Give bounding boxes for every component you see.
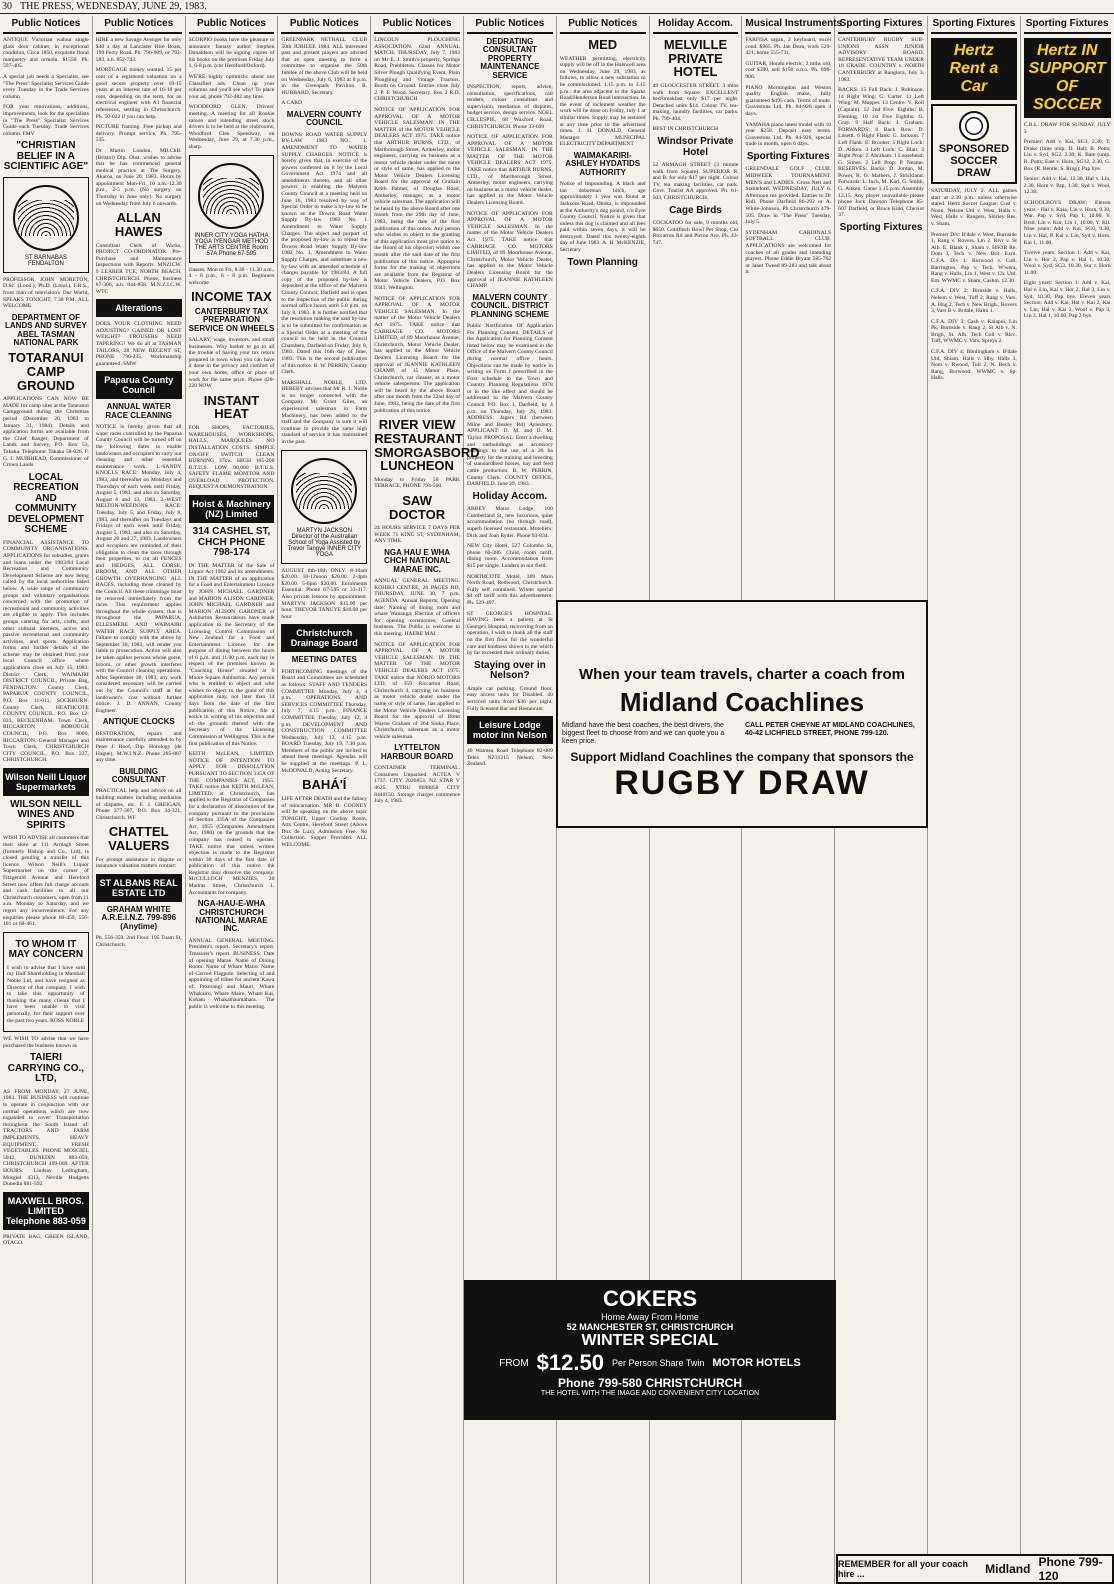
notice-heading: INCOME TAX	[191, 289, 272, 305]
column-2	[93, 16, 186, 1584]
notice-heading: ANNUAL WATER RACE CLEANING	[105, 402, 173, 420]
notice-text: SALARY, wage, investors, and small businesses. Why bother to go to all the trouble of having your tax return prepared in town when you can have it done in the privacy and comfort of your own home, office or place of work for the same price. Phone 428-220 NOW	[188, 337, 275, 390]
notice-text: BEST IN CHRISTCHURCH	[652, 126, 719, 133]
remember-brand: Midland	[985, 1562, 1031, 1576]
notice-text: NOTICE OF APPLICATION FOR APPROVAL OF A MOTOR VEHICLE SALESMAN. IN THE MATTER OF THE MOTOR VEHICLE DEALERS ACT 1975. TAKE notice that NORJO MOTORS LTD, of 359 Riccarton Road, Christchurch 4, carrying on business as motor vehicle dealer under the name or style of same, has applied to the Motor Vehicle Dealers Licensing Board for the approval of Brent Wayne Graham of 264 Sioka Place, Christchurch, salesman as a motor vehicle salesman.	[374, 641, 460, 740]
remember-coach-hire-ad	[836, 1554, 1114, 1584]
logo-caption: MARTYN JACKSON Director of the Australian School of Yoga Assisted by Trevor Tangye INNER CITY YOGA	[287, 527, 362, 558]
notice-text: SATURDAY, JULY 2. ALL games start at 2.30 p.m. unless otherwise stated. Hertz Soccer League: Cust v. Noon, Nelson Utd v. West, Halls v. West, Halls v. Rangers, Shirley Res. v. Sham.	[930, 188, 1017, 227]
cokers-foot: THE HOTEL WITH THE IMAGE AND CONVENIENT CITY LOCATION	[540, 1390, 760, 1397]
notice-heading: MELVILLE PRIVATE HOTEL	[663, 37, 728, 80]
column-4	[278, 16, 371, 1584]
notice-text: MORTGAGE money wanted. 15 per cent of a registered valuation on a good secure property over 10-15 years at an interest rate of 16-18 per cent, depending on the term, for an electrical engineer with A1 financial references, settling in Christchurch. Ph. 50-622 if you can help.	[95, 67, 182, 120]
notice-heading: NGA-HAU-E-WHA CHRISTCHURCH NATIONAL MARAE INC.	[195, 899, 268, 934]
advert-banner: MAXWELL BROS. LIMITED Telephone 883-059	[3, 1192, 89, 1230]
notice-text: Eight years: Section 1: Add v. Kai, Hal v. Lin, Kai v. Hor 2, Hal 3, Lin v. Syd, 10.30, Pap bye. Eleven years Section: Add v. Kai, Hal v. Kai 2, Kai v. Lin, Hal v. Kai 2, Wool v. Pap 3, Lin 3, Hal 1, 10.00, Pap 2 bye.	[1023, 280, 1111, 320]
notice-heading: Holiday Accom.	[472, 490, 548, 502]
notice-text: FOR SHOPS, FACTORIES, WAREHOUSES, WORKSHOPS, HALLS, MARQUEES. NO INSTALLATION COSTS. SIMPLE ON/OFF SWITCH. CLEAN BURNING 37kw. HIGH 105-200 B.T.U.S. LOW 90,000 B.T.U.S. SAFETY FLAME MONITOR AND OVERLOAD PROTECTION. REQUEST A DEMONSTRATION.	[188, 425, 275, 491]
notice-text: ABBEY Motor Lodge, 100 Cumberland St, new luxurious, quiet accommodation (no through road), superb licensed restaurant. Moteliers: Dick and Joan Ryder. Phone 93-834.	[466, 506, 553, 539]
column-heading: Holiday Accom.	[653, 16, 739, 34]
notice-text: PRACTICAL help and advice on all building matters including mediation of disputes, etc. F. J. GREIGAN, Phone 377-307, P.O. Box 34-321, Christchurch. WF	[95, 788, 182, 821]
page-number: 30	[2, 1, 12, 12]
notice-text: FINANCIAL ASSISTANCE TO COMMUNITY ORGANISATIONS. APPLICATIONS for subsidies, grants and loans under the 1983/84 Local Recreation and Community Development Scheme are now being called by the local authorities listed below. A wide range of community groups and voluntary organisations concerned with the promotion of recreational and community activities are eligible to apply. This includes groups catering for arts, crafts, and other cultural interests, active and passive recreational and community activities, and sports. Application forms and further details of the scheme may be obtained from your local Council office where applications close on July 15, 1983. District Clerk, WAIMAIRI DISTRICT COUNCIL, Private Bag, FENDALTON. County Clerk, PAPARUA COUNTY COUNCIL, P.O. Box 11-011, SOCKBURN. County Clerk, HEATHCOTE COUNTY COUNCIL, P.O. Box 12-033, BECKENHAM. Town Clerk, RICCARTON BOROUGH COUNCIL, P.O. Box 8000, RICCARTON. General Manager and Town Clerk, CHRISTCHURCH CITY COUNCIL, P.O. Box 237, CHRISTCHURCH.	[3, 539, 89, 764]
notice-text: GUITAR, Hondo electric, 2 mths old, cost $390, sell $150 o.n.o. Ph. 896-906.	[745, 60, 832, 80]
notice-heading: CANTERBURY TAX PREPARATION SERVICE ON WHEELS	[188, 306, 275, 333]
notice-text: ANNUAL GENERAL MEETING. KOHIKI CENTRE, 26 PAGES RD, THURSDAY, JUNE 30, 7 p.m. AGENDA: Annual Reports; Opening date; Naming of dining room and whare Wananga; Election of officers for opening ceremonies; General business. The Public is welcome to this meeting. HAERE MAI	[374, 578, 460, 637]
notice-heading: LYTTELTON HARBOUR BOARD	[380, 743, 454, 761]
column-1	[0, 16, 93, 1584]
cokers-phone: Phone 799-580 CHRISTCHURCH	[557, 1376, 743, 1390]
logo-caption: ST BARNABAS FENDALTON	[24, 254, 67, 267]
column-heading: Public Notices	[96, 16, 182, 34]
column-heading: Sporting Fixtures	[931, 16, 1017, 34]
column-12	[1021, 16, 1114, 1584]
notice-text: 52 ARMAGH STREET (3 minute walk from Square). SUPERIOR B. and B. for only $17 per night. Colour TV, tea making facilities, car park. Govt. Tourist AA approved. Ph. 61-503, CHRISTCHURCH.	[652, 162, 739, 202]
notice-heading: Windsor Private Hotel	[657, 136, 734, 158]
advert-banner: Hoist & Machinery (NZ) Limited	[189, 495, 275, 523]
notice-heading: TO WHOM IT MAY CONCERN	[8, 938, 84, 961]
notice-heading: MALVERN COUNTY COUNCIL	[286, 109, 362, 128]
advert-banner: ST ALBANS REAL ESTATE LTD	[96, 874, 182, 902]
midland-brand: Midland Coachlines	[619, 687, 865, 717]
notice-text: ANTIQUE Victorian walnut single glass door cabinet, in exceptional condition, Circa 1850, exquisite floral marquetry and ormolu. $1550. Ph. 597-405.	[3, 37, 89, 70]
notice-text: WOODFORD GLEN. Drivers' meeting. A meeting for all Rookie saloon and intending street stock drivers is to be held at the clubrooms, Woodford Glen Speedway, on Wednesday, June 29, at 7.30 p.m., sharp.	[188, 104, 275, 150]
notice-text: YAMAHA piano latest model with 10 year $258. Deposit easy terms. Gravestons Ltd. Ph. 84-926, special trade in month, open 6 days.	[745, 121, 832, 148]
advert-banner: Christchurch Drainage Board	[281, 624, 367, 652]
notice-heading: DEDRATING CONSULTANT PROPERTY MAINTENANCE SERVICE	[480, 37, 540, 80]
midland-body: Midland have the best coaches, the best drivers, the biggest fleet to choose from and we can quote you a keen price.	[562, 722, 725, 745]
notice-text: LIFE AFTER DEATH and the fallacy of reincarnation. MR B. COONEY will be speaking on the above topic TONIGHT. Upper Gonbay Room, Arts Centre, Hereford Street (Above Dux de Lux). Admission Free. No Collection. Supper Provided. ALL WELCOME.	[281, 795, 368, 849]
hertz-logo: Hertz IN SUPPORT OF SOCCER	[1024, 38, 1111, 118]
notice-heading: GRAHAM WHITE A.R.E.I.N.Z. 799-896 (Anytime)	[101, 904, 177, 931]
cokers-special: WINTER SPECIAL	[581, 1332, 719, 1349]
rugby-draw-title: RUGBY DRAW	[614, 764, 870, 802]
notice-text: 40 Waimea Road Telephone 82-089 Telex NZ31215 Nelson, New Zealand.	[466, 748, 553, 768]
notice-text: NOTICE OF APPLICATION FOR APPROVAL OF A MOTOR VEHICLE SALESMAN. In the matter of the Motor Vehicle Dealers Act 1975. TAKE notice that CARRIAGE CO. MOTORS LIMITED, of 89 Moorhouse Avenue, Christchurch, Motor Vehicle Dealer, has applied to the Motor Vehicle Dealers Licensing Board for the approval of JEANNIE KATHLEEN CHAMP.	[466, 210, 553, 290]
notice-heading: TAIERI CARRYING CO., LTD,	[7, 1052, 85, 1085]
notice-text: classes, Mon to Fri, 8.30 - 11.30 a.m., 4 - 6 p.m., 6 - 8 p.m. Beginners welcome	[188, 266, 275, 286]
notice-text: NOTICE is hereby given that all water races controlled by the Paparua County Council will be turned off on the following dates to enable landowners and occupiers to carry out cleaning and other essential maintenance work. 1.-SANDY KNOLLS RACE: Monday, July 4, 1983, and thereafter on Mondays and Thursdays of each week until Friday, August 5, 1983, and also on Saturday, August 6 and 13, 1983. 2.-WEST MELTON-WEEDONS RACE: Tuesday, July 5, and Friday, July 8, 1983, and thereafter on Tuesdays and Fridays of each week until Friday, August 5, 1983, and also on Saturday, August 20 and 27, 1983. Landowners and occupiers are reminded of their obligation to clean the races through their properties, to cut all FENCES and HEDGES, ALL GORSE, BROOM, AND ALL OTHER GROWTH OVERHANGING ALL RACES, including those cleaned by the Council. All these trimmings must be removed immediately from the races. This requirement applies throughout the whole system, that is throughout the PAPARUA, ELLESMERE AND WAIMAIRI WATER RACE SUPPLY AREA. Failure to comply with the above by September 30, 1983, will render you liable to prosecution. Action will also be taken against persons whose gorse, broom, or other growth interferes with the Council cleaning operations. After September 30, 1983, any work considered necessary will be carried out by the Council's staff at the landowner's cost without further notice. J. D. ANNAN, County Engineer.	[95, 424, 182, 714]
notice-text: Notice of Impounding. A black and tan doberman bitch, age approximately 1 year was found at Jacksons Road, Ohoka, is impounded at the Authority's dog pound, c/o Eyre County Council. Notice is given that unless this dog is claimed and all fees paid within seven days, it will be destroyed. Dated this twenty-eighth day of June 1983. A. H. McKENZIE, Secretary	[559, 181, 646, 254]
notice-text: NEW City Hotel, 527 Colombo St, phone 60-386. Child, room tariff, dining room. Accommodation from $15 per single. Leaders in our field.	[466, 543, 553, 570]
column-heading: Public Notices	[3, 16, 89, 34]
notice-heading: BAHÁ'Í	[302, 777, 347, 793]
logo-icon	[13, 185, 79, 251]
remember-phone: Phone 799-120	[1038, 1555, 1103, 1583]
notice-heading: RIVER VIEW RESTAURANT SMORGASBORD LUNCHEON	[374, 417, 480, 474]
notice-text: NOTICE OF APPLICATION FOR APPROVAL OF A MOTOR VEHICLE SALESMAN. IN THE MATTER OF THE MOTOR VEHICLE DEALERS ACT 1975. TAKE notice that ARTHUR BURNS, LTD., of Marlborough Street, Amberley, motor engineers, carrying on business as a motor vehicle dealer, has applied to the Motor Vehicle Dealers Licensing Board.	[466, 134, 553, 207]
notice-heading: BUILDING CONSULTANT	[111, 766, 166, 785]
notice-text: 24 HOURS SERVICE 7 DAYS PER WEEK 71 KING ST, SYDENHAM, ANY TIME.	[374, 525, 460, 545]
logo-block	[189, 155, 275, 263]
notice-text: Ample car parking. Ground floor, easy access units for Disabled. 40 serviced units from $36 per night. Fully licensed Bar and Restaurant.	[466, 685, 553, 712]
notice-text: Premier: Add v. Kai, SG3, 2.30; T. Drake (time ump. D. Hall; B. Potts; Lin v. Syd, SG2, 2.30; K. Bate (ump. R. Potts; East v. Horn, SG12, 2.30, G. Box (R. Bentle, S. Ring); Pap bye.	[1023, 139, 1111, 172]
notice-text: INSPECTION, report, advice, consultation, specifications, call tenders, colour consultant and supervision, mediation of disputes, budget service, design service. NOEL GILLESPIE, 68 Waxford Road, CHRISTCHURCH. Phone 33-699	[466, 83, 553, 130]
notice-text: ST GEORGE'S HOSPITAL. HAVING been a patient at St George's Hospital, recovering from an operation, I wish to thank all the staff on the first floor for the wonderful care and kindness shown to me which by far exceeded their ordinary duties.	[466, 610, 553, 657]
notice-text: Dr Martin London, MB.ChB. (Bristol) Dip. Obst. wishes to advise that he has commenced general medical practice at The Surgery, Akaroa, on June 20, 1983. Hours by appointment Mon-Fri, 10 a.m.-12.30 p.m., 2-5 p.m. (No surgery on Thursday in June only). No surgery on Wednesday from July 6 onwards.	[95, 147, 182, 207]
notice-text: SCORPIO books have the pleasure to announce fantasy author Stephen Donaldson will be signing copies of his books on the premises Friday July 1, 6-8 p.m. (cnr Hereford/Oxford).	[188, 37, 275, 70]
notice-heading: MEETING DATES	[291, 655, 357, 665]
notice-heading: Town Planning	[567, 256, 638, 268]
notice-text: PICTURE framing. Free pickup and delivery. Prompt service. Ph. 795-535.	[95, 124, 182, 144]
notice-text: APPLICATIONS CAN NOW BE MADE for camp sites at the Totaranui Campground during the Christmas period (December 20, 1983 to January 31, 1984). Details and application forms are available from the Chief Ranger, Department of Lands and Survey, P.O. Box 53, Takaka. Telephone: Takaka 58-026. F. G. J. MUIRHEAD, Commissioner of Crown Lands	[3, 396, 89, 469]
hertz-logo: Hertz Rent a Car	[931, 38, 1017, 100]
midland-headline: When your team travels, charter a coach from	[579, 666, 905, 683]
soccer-draw-title: SPONSORED SOCCER DRAW	[938, 143, 1010, 179]
notice-text: Premier Div: B'dale v. West, Burnside 1, Rang v. Rovers, Lin 2. Rivr v. St Alb. E. Blank 1, Sham v. HSOB Re. Dom I, Tech v. New Brit. Exm. C.F.A. Div 1: Burwood v. Coll. Barrington, Pap v. Tech. W'wera, Rang v. Halls, Lin 1, West v. Ch. Utd. Ern. WWMC v. Sham, Cashm. 12.30.	[930, 231, 1017, 284]
notice-heading: Staying over in Nelson?	[474, 659, 546, 682]
notice-heading: NGA HAU E WHA CHCH NATIONAL MARAE INC.	[384, 548, 451, 574]
column-heading: Public Notices	[560, 16, 646, 34]
notice-text: WEATHER permitting, electricity supply will be off in the Halswell area on Wednesday, June 29, 1983, as follows, to allow a new substation to be commissioned. 1.15 p.m. to 3.15 p.m.: the area adjacent to the Sparks Road/Henderson Road intersection. In the event of inclement weather the work will be done on Friday, July 1 at similar times. Supply may be restored at any time prior to the advertised times. J. H. DONALD, General Manager. MUNICIPAL ELECTRICITY DEPARTMENT	[559, 55, 646, 148]
notice-text: GREENPARK NETBALL CLUB 50th JUBILEE 1984. ALL interested past and present players are advised that an open meeting to form a committee to organise the 50th Jubilee of the above Club will be held on Wednesday, July 6, 1983 at 8 p.m. in the Greenpark Pavilion. R. HUBBARD, Secretary.	[281, 37, 368, 96]
midland-contact: CALL PETER CHEYNE AT MIDLAND COACHLINES, 40-42 LICHFIELD STREET, PHONE 799-120.	[745, 722, 915, 737]
notice-text: Consultant Clerk of Works. PROJECT CO-ORDINATOR. Pre-Purchase and Maintenance Inspections with Reports. MNZICW. 9 LEARER TCE, NORTH BEACH, CHRISTCHURCH. Phone, business 87-306, a.h. 844-858. M.N.Z.I.C.W. WTC	[95, 242, 182, 295]
notice-text: FOR your renovations, additions, improvements, look for the specialists in "The Press" Specialist Services Guide each Tuesday. Trade Services column. FMV	[3, 104, 89, 137]
logo-icon	[198, 163, 264, 229]
notice-text: C.R.L. DRAW FOR SUNDAY, JULY 3	[1023, 122, 1111, 135]
notice-text: NOTICE OF APPLICATION FOR APPROVAL OF A MOTOR VEHICLE SALESMAN. IN THE MATTER of the MOTOR VEHICLE DEALERS ACT 1975. TAKE notice that ARTHUR BURNS, LTD., of Marlborough Street, Amberley, motor engineers, carrying on business as a motor vehicle dealer under the name or style of same, has applied to the Motor Vehicle Dealers Licensing Board for the approval of Graham Keith Palmer, of Douglas Road, Amberley, manager, as a motor vehicle salesman. The application will be heard by the above Board after one month from the 29th day of June, 1983, being the date of the first publication of this notice. Any person who wishes to object to the granting of this application must give notice to the Board of his objection within one month after the said date of the first publication of this notice. Approprie forms for the making of objections are available from the Registrar of Motor Vehicle Dealers, P.O. Box 9341, Wellington.	[374, 106, 460, 291]
masthead	[0, 0, 1114, 14]
paper-title: THE PRESS, WEDNESDAY, JUNE 29, 1983.	[20, 1, 207, 12]
notice-text: C.F.A. DIV 2: Birnside v. Halls, Nelson v. West, Tuff 2, Rang v. Vars. A. Hng 2, Tech v. New Brigh., Rovers 3, Vars B v. Brdale, Halm 1.	[930, 288, 1017, 315]
notice-text: For prompt assistance in dispute or insurance valuation matters contact:	[95, 856, 182, 870]
notice-text: I wish to advise that I have sold my Half Shareholding in Marshall Noble Ltd, and have resigned as Director of that company. I wish to take this opportunity of thanking the many clients that I have been unable to visit personally, for their support over the past two years. ROSS NOBLE	[7, 964, 85, 1024]
notice-text: SCHOOLBOYS DRAW: Eleven years - Hal v. Kaia, Lin v. Horn, 9.30, War, Pap v. Syd, Pap 1, 10.00, Y. Brstl. Lin v. Kur, Lin 1, 10.00, Y. Kll. Nine years: Add v. Kai, SG6, 9.30, Lin v. Hal, P. Kai v. Lin, Syd v. Horn, Kai 1, 11.00.	[1023, 199, 1111, 246]
cokers-motor: MOTOR HOTELS	[712, 1357, 801, 1369]
column-11	[928, 16, 1021, 1584]
column-heading: Musical Instruments	[745, 16, 831, 34]
notice-text: PROFESSOR JOHN MORETON, D.Sc. (Lond.), Ph.D. (Lond.), F.R.S., front man of television's Our World, SPEAKS TONIGHT, 7.30 P.M. ALL WELCOME.	[3, 276, 89, 310]
notice-text: Twelve years: Section 1: Add v. Kai, Lin v. Hor 2, Pap v. Hal 1, 10.30, Wool v. Syd, SG3, 10.30, Sur v. Horn 11.00.	[1023, 250, 1111, 276]
notice-text: FORTHCOMING meetings of the Board and Committees are scheduled as follows: STAFF AND TENDERS COMMITTEE Monday, July 4, 4 p.m. OPERATIONS AND SERVICES COMMITTEE Thursday, July 7, 4.15 p.m. FINANCE COMMITTEE Tuesday, July 12, 4 p.m. DEVELOPMENT AND CONSTRUCTION COMMITTEE Wednesday, July 13, 4.15 p.m. BOARD Tuesday, July 19, 7.30 p.m. Members of the public are invited to attend these meetings. Agendas will be supplied at the meetings. P. L. McDONALD, Acting Secretary.	[281, 668, 368, 774]
notice-text: Senior: Add v. Kai, 12.30, Hal v. Lin, 2.30, Horn v. Pap, 1.30, Syd v. Wool, 12.30.	[1023, 176, 1111, 196]
notice-heading: ANTIQUE CLOCKS	[102, 717, 175, 727]
notice-heading: TOTARANUI CAMP GROUND	[8, 350, 84, 393]
notice-text: PRIVATE BAG, GREEN ISLAND, OTAGO.	[3, 1233, 89, 1247]
cokers-price-note: Per Person Share Twin	[611, 1358, 705, 1368]
notice-text: IN THE MATTER of the Sale of Liquor Act 1962 and its amendments. IN THE MATTER of an application for a Food and Entertainment Licence by JOHN MICHAEL GARDNER and MARION ALISON GARDNER. JOHN MICHAEL GARDNER and MARION ALISON GARDNER of Ashburton Restaurateurs have made application to the Secretary of the Licensing Control Commission of New Zealand for a Food and Entertainment Licence for the purpose of dining between the hours of 6 p.m. and 11.00 p.m. each day in respect of the premises known as "Coaching House" situated at 9 Moore Square Ashburton. Any person who is entitled to object and who wishes to object to the grant of this application may, not later than 14 days from the date of the first publication of this Notice, file a notice in writing of his objection and of the grounds thereof with the Secretary of the Licensing Commission at Wellington. This is the first publication of this Notice.	[188, 562, 275, 747]
notice-text: Public Notification Of Application For Planning Consent. DETAILS of the Application for Planning Consent listed below may be examined in the Office of the Malvern County Council during normal office hours. Objections can be made by notice in writing on Form J prescribed in the First schedule to the Town and Country Planning Regulations 1978 or to the like effect and should be addressed to the Malvern County Council P.O. Box 1, Darfield, by 4 p.m. on Thursday, July 28, 1983. ADDRESS: Jagers Rd (between Milne and Bealey Rd) Aylesbury. APPLICANT: D. M. and D. M. Taylor. PROPOSAL: Erect a dwelling and outbuildings as accessory buildings to the use of a 20 ha property for the training and breeding of standardbred horses, hay and feed cattle production. B. W. PERRIN, County Clerk. COUNTY OFFICE, DARFIELD. June 29, 1983.	[466, 322, 553, 488]
notice-heading: MALVERN COUNTY COUNCIL. DISTRICT PLANNING SCHEME	[470, 292, 549, 319]
notice-heading: CHATTEL VALUERS	[108, 824, 170, 854]
notice-text: KEITH McLEAN, LIMITED. NOTICE OF INTENTION TO APPLY FOR DISSOLUTION PURSUANT TO SECTION 335A OF THE COMPANIES ACT, 1955. TAKE notice that KEITH McLEAN, LIMITED, at Christchurch, has applied to the Registrar of Companies for a declaration of dissolution of the company pursuant to the provisions of Section 335A of the Companies Act, 1955 (Companies Amendment Act, 1980) on the grounds that the company has ceased to operate. TAKE notice that unless written objection is made to the Registrar within 30 days of the first date of publication of this notice the Registrar may dissolve the company. McCULLOCH MENZIES, 20 Madras Street, Christchurch 1. Accountants for company.	[188, 751, 275, 896]
notice-heading: INSTANT HEAT	[203, 392, 260, 422]
notice-text: COCKATOO for sale, 9 months old, $650. Goldfinch Bowl Pet Shop, Cnr Riccarton Rd and Picton Ave. Ph. 43-747.	[652, 220, 739, 246]
notice-text: WISH TO ADVISE all customers that their store at 111 Armagh Street (formerly Bishop and Co., Ltd), is closed pending a transfer of this licence. Wilson Neill's Liquor Supermarket on the corner of Fitzgerald Avenue and Hereford Street now offers full charge account and cash facilities to all our Christchurch customers, open from 11 a.m. Monday to Saturday, and we regret any inconvenience. For any enquiries please phone 60-459, 556-101 or 68-461.	[3, 835, 89, 928]
column-heading: Public Notices	[374, 16, 460, 34]
notice-heading: Sporting Fixtures	[746, 150, 830, 162]
midland-support: Support Midland Coachlines the company that sponsors the	[570, 750, 914, 764]
logo-block	[281, 450, 367, 564]
soccer-ball-icon	[959, 111, 989, 141]
notice-text: BACKS: 15 Full Back: J. Robinson. 14 Right Wing: G. Carter. 11 Left Wing: M. Mapper. 13 Centre: V. Roll (Captain). 12 2nd Five: Eighths: B. Fleming. 10 1st Five Eighths: G. Gray. 9 Half Back: J. Graham. FORWARDS: 8 Back Row: D. Lusettt. 6 Right Flank: G. Jackson. 7 Left Flank: E. Brooker. 5 Right Lock: D. Aitken. 4 Left Lock: C. Blair. 3 Right Prop: J. Abraham. 1 Loosehead: G. Simes. 2 Left Prop: P. Neame. RESERVES: Backs: D. Jordan, M. Power, R. O. Mathers, J. Strickland. Forwards: L. Inch, M. Karl, G. Smith, G. Aitken. Game 1.15 p.m. Assembly 12.15. Any player unavailable please phone Jock Dawson Telephone 85-607 Darfield, or Bruce Kidd, Cheviot 37.	[838, 87, 924, 219]
notice-text: WE'RE highly optimistic about our Classified ads. Clean up your columns and you'll see why! To place your ad, phone 792-482 any time.	[188, 73, 275, 100]
notice-heading: "CHRISTIAN BELIEF IN A SCIENTIFIC AGE"	[3, 140, 89, 173]
boxed-notice	[3, 932, 89, 1032]
notice-text: CONTAINER TERMINAL. Containers Unpacked. ACTEA V 1737. CITY 2026853. NZ STAR V 4625. XTRU 8698858 CITY 8440150. Storage charges commence July 4, 1983.	[374, 765, 460, 805]
cokers-tagline: Home Away From Home	[601, 1312, 699, 1322]
column-heading: Sporting Fixtures	[1024, 16, 1111, 34]
notice-heading: WILSON NEILL WINES AND SPIRITS	[10, 798, 82, 831]
column-heading: Public Notices	[467, 16, 553, 34]
cokers-address: 52 MANCHESTER ST, CHRISTCHURCH	[566, 1322, 734, 1332]
advert-banner: Wilson Neill Liquor Supermarkets	[3, 768, 89, 796]
soccer-draw-banner	[931, 104, 1017, 184]
notice-text: C.F.A. DIV 4: Bbnlingham v. B'dale Utd, Shiam. Halls v. Hby. Halls 3, Nom v. Rwood, Tull 2, N. Bech v. Rang, Burwood. WWMC v. Sp. Halls.	[930, 349, 1017, 382]
logo-block	[3, 177, 89, 273]
notice-text: MARSHALL NOBLE, LTD. HEREBY advises that Mr R. J. Noble is no longer connected with the Company. Mr Grant Giles, an experienced salesman in Farm Machinery, has been added to the staff and the Company is sure it will continue to provide the same high standard of service it has maintained in the past.	[281, 379, 368, 446]
remember-text: REMEMBER for all your coach hire ...	[838, 1559, 969, 1579]
notice-text: NORTHCOTE Motel, 309 Main North Road, Redwood, Christchurch. Fully self contained. Winter special $4 off tariff with this advertisement. Ph. 529-497.	[466, 573, 553, 606]
notice-heading: WAIMAKARIRI-ASHLEY HYDATIDS AUTHORITY	[565, 150, 641, 177]
notice-text: DOES YOUR CLOTHING NEED ADJUSTING? GAINED OR LOST WEIGHT? TROUSERS NEED TAPERING? We do all at TASMAN TAILORS, 28 NEW REGENT ST, PHONE 796-235. Workmanship guaranteed. SMW	[95, 321, 182, 367]
notice-heading: ALLAN HAWES	[114, 210, 163, 239]
notice-heading: SAW DOCTOR	[389, 493, 446, 522]
notice-text: FARFISA organ, 2 keyboard, excel cond. $965. Ph. Jan Dean, work 529-421, home 555-731.	[745, 37, 832, 57]
advert-banner: Leisure Lodge motor inn Nelson	[467, 716, 553, 744]
notice-text: ANNUAL GENERAL MEETING. President's report. Secretary's report. Treasurer's report. BUSINESS: Date of opening Marae. Name of Dining Room. Name of Whare Maire. Name of Carved Flagpole. Selecting of and appointing of tribes for ancient Kawa of: Pekerangi and Mauri, Whare Whakairo, Whare Maire, Whare Kai, Kohatu Whakamaumahara. The public is welcome to this meeting.	[188, 937, 275, 1010]
notice-text: PIANO Morningdon and Weston quality English make, fully guaranteed $495 cash. Terms of trade. Gravestons Ltd. Ph. 84-926 open 4 days.	[745, 84, 832, 117]
logo-caption: INNER CITY YOGA HATHA YOGA IYENGAR METHOD THE ARTS CENTRE Room 57A Phone 67-595	[194, 232, 269, 257]
notice-text: HIRE a new Savage Avenger for only $40 a day at Lancaster Hire Boats, 199 Ferry Road. Ph. 796-909, or 792-583, a.h. 852-743.	[95, 37, 182, 63]
notice-heading: 314 CASHEL ST, CHCH PHONE 798-174	[192, 526, 271, 559]
midland-coachlines-ad	[556, 600, 928, 828]
notice-text: DOWNS ROAD WATER SUPPLY BY-LAW 1983 NO. 1. AMENDMENT TO WATER SUPPLY CHARGES. NOTICE is hereby given that, in exercise of the powers conferred on it by the Local Government Act 1974 and all amendments thereto, and all other powers it enabling the Malvern County Council at a meeting held on June 16, 1983 resolved by way of Special Order to make a by-law to be known as the Downs Road Water Supply By-law 1983 No. 1 Amendment to Water Supply Charges. The object and purport of the proposed by-law is to repeal the Downs Road Water Supply By-law 1982 No. 1, Amendment to Water Supply Charges, and substitute a new by-law with an amended schedule of charges payable for 1983/84. A full copy of the proposed by-law is deposited at the office of the Malvern County Council, Darfield and is open to the inspection of the public during normal office hours until 5.0 p.m. on July 8, 1983. It is further notified that the resolution making the said by-law is to be submitted for confirmation as a Special Order at a meeting of the council to be held in the Council Chambers, Darfield on Friday, July 8, 1983. Dated this 16th day of June, 1983. This is the second publication of this notice. B. W. PERRIN, County Clerk.	[281, 131, 368, 376]
advert-banner: Alterations	[96, 299, 182, 317]
notice-text: RESTORATION, repairs and maintenance carefully attended to by Peter J. Roof, Dip. Horology (de Hague), M.W.I.N.Z. Phone 285-887 any time.	[95, 730, 182, 764]
notice-text: NOTICE OF APPLICATION FOR APPROVAL OF A MOTOR VEHICLE SALESMAN. In the matter of the Motor Vehicle Dealers Act 1975. TAKE notice that CARRIAGE CO. MOTORS LIMITED, of 89 Moorhouse Avenue, Christchurch, Motor Vehicle Dealer, has applied to the Motor Vehicle Dealers Licensing Board for the approval of JEANNIE KATHLEEN CHAMP, of 15 Manor Place, Christchurch, car cleaner, as a motor vehicle salesperson. The application will be heard by the above Board after one month from the 22nd day of June, 1983, being the date of the first publication of this notice.	[374, 295, 460, 414]
notice-text: LINCOLN PLOUGHING ASSOCIATION. 62nd ANNUAL MATCH. THURSDAY, July 7, 1983 on Mr E. J. Smith's property, Springs Road, Prebbleton. Classes for Motor Silver Plough Qualifying Event, Plain Ploughing and Vintage Tractors. Booth on Ground. Entries close July 2. P. F. Wood, Secretary. Box 2 R.D. CHRISTCHURCH	[374, 37, 460, 103]
column-5	[371, 16, 480, 1584]
column-heading: Sporting Fixtures	[838, 16, 924, 34]
notice-text: A special job needs a Specialist, see "The Press" Specialist Services Guide every Tuesday in the Trade Services column.	[3, 73, 89, 100]
cokers-ad	[464, 1280, 836, 1420]
notice-text: Monday to Friday 50 PARK TERRACE, PHONE 794-560.	[374, 476, 460, 490]
notice-text: 49 GLOUCESTER STREET. 3 mins walk from Square. EXCELLENT bed/breakfast only $17 per night. Detached units $14. Colour TV, tea-making, laundry facilities, car parks. Ph. 799-404.	[652, 82, 739, 122]
notice-heading: Cage Birds	[669, 204, 722, 216]
cokers-from: FROM	[499, 1357, 529, 1369]
notice-text: Ph. 556-359. 2nd Floor. 195 Tuam St, Christchurch.	[95, 935, 182, 948]
notice-text: SYDENHAM CARDINALS SOFTBALL CLUB. APPLICATIONS are welcomed for coaches of all grades and intending players. Phone Eddie Bryant 585-762 or Janet Tweed 89-283 and talk about it.	[745, 229, 832, 276]
logo-icon	[291, 458, 357, 524]
notice-heading: Sporting Fixtures	[839, 222, 923, 234]
notice-heading: LOCAL RECREATION AND COMMUNITY DEVELOPMENT SCHEME	[7, 471, 84, 536]
notice-text: CANTERBURY RUGBY SUB-UNIONS ASSN JUNIOR ADVISORY BOARD. REPRESENTATIVE TEAM UNDER 18 GRADE. COUNTRY v. NORTH CANTERBURY at Rangiora, July 3, 1983.	[838, 37, 924, 83]
column-heading: Public Notices	[281, 16, 367, 34]
cokers-title: COKERS	[602, 1286, 698, 1311]
column-heading: Public Notices	[189, 16, 275, 34]
cokers-price: $12.50	[536, 1350, 604, 1375]
notice-text: WE WISH TO advise that we have purchased the business known as	[3, 1036, 89, 1049]
notice-text: C.F.A. DIV 3: Cash v. Kaiapoi, Lin Pk, Burnside v. Rang 2, St Alb v. N. Brigh, St. Alb. Tech Coll v. Rlcc. Tuff, WWMC v. Vars, Spreys 2.	[930, 318, 1017, 345]
column-3	[186, 16, 279, 1584]
notice-heading: MED	[588, 37, 618, 52]
advert-banner: Paparua County Council	[96, 371, 182, 399]
notice-text: AS FROM MONDAY, 27 JUNE, 1983. THE BUSINESS will continue to operate in conjunction with our normal operations which are now expanded to cover: Transportation throughout the South Island of: TRACTORS AND FARM IMPLEMENTS. HEAVY EQUIPMENT. FRESH VEGETABLES. PHONE MOSGIEL 5042, DUNEDIN 883-059, CHRISTCHURCH 499-069. AFTER HOURS: Lindsay Ledingham, Mosgiel 4313, Neville Hodgetts Dunedin 881-592.	[3, 1088, 89, 1188]
notice-text: AUGUST 8th-10th ONLY. 8-10am $20.00. 10-12noon $20.00. 2-4pm $20.00. 5-6pm $20.00. Enrolments Essential. Phone 67-595 or 33-417. Also private lessons by appointment. MARTYN JACKSON $15.00 per hour. TREVOR TANGYE $10.00 per hour	[281, 567, 368, 620]
notice-text: GREENDALE GOLF CLUB. MIDWEEK TOURNAMENT. MEN'S and LADIES. Gross Nett and Stableford. WEDNESDAY, JULY 6. Afternoon tea provided. Entries to Dr Ridl. Phone Darfield 86-292 or A. White-Johnson, Ph Christchurch 479-505. Draw in "The Press" Tuesday, July 5.	[745, 166, 832, 226]
notice-heading: DEPARTMENT OF LANDS AND SURVEY ABEL TASMAN NATIONAL PARK	[5, 312, 87, 347]
notice-text: A CARD	[281, 100, 303, 107]
